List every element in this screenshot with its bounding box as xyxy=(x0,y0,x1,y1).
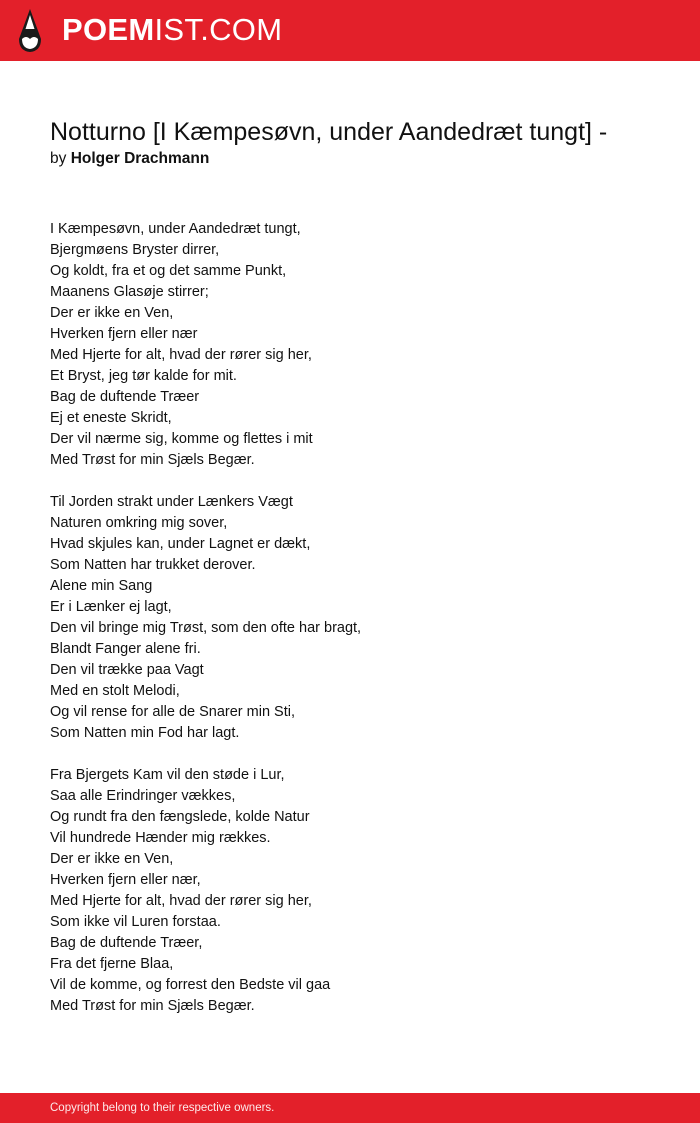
copyright-text: Copyright belong to their respective owners. xyxy=(50,1102,275,1114)
poem-line: Et Bryst, jeg tør kalde for mit. xyxy=(50,368,237,384)
poem-line: Som Natten har trukket derover. xyxy=(50,557,256,573)
poem-line: Med Trøst for min Sjæls Begær. xyxy=(50,998,255,1014)
poem-line: Og vil rense for alle de Snarer min Sti, xyxy=(50,704,295,720)
poem-line: Der er ikke en Ven, xyxy=(50,305,174,321)
poem-line: Med Trøst for min Sjæls Begær. xyxy=(50,452,255,468)
poem-line: Hverken fjern eller nær, xyxy=(50,872,201,888)
stanza xyxy=(50,492,650,744)
poem-line: Med en stolt Melodi, xyxy=(50,683,180,699)
poem-line: Ej et eneste Skridt, xyxy=(50,410,172,426)
pencil-tip-icon[interactable] xyxy=(17,9,43,53)
poem-line: Bag de duftende Træer, xyxy=(50,935,203,951)
poem-line: Og koldt, fra et og det samme Punkt, xyxy=(50,263,287,279)
poem-line: Den vil trække paa Vagt xyxy=(50,662,204,678)
poem-line: Der vil nærme sig, komme og flettes i mit xyxy=(50,431,313,447)
poem-line: Naturen omkring mig sover, xyxy=(50,515,228,531)
brand-light: IST.COM xyxy=(154,12,283,47)
stanza xyxy=(50,765,650,1017)
poem-line: Bjergmøens Bryster dirrer, xyxy=(50,242,220,258)
poem-line: Bag de duftende Træer xyxy=(50,389,200,405)
site-footer xyxy=(0,1093,700,1123)
poem-line: Der er ikke en Ven, xyxy=(50,851,174,867)
poem-line: Hverken fjern eller nær xyxy=(50,326,198,342)
by-prefix: by xyxy=(50,150,67,167)
brand-bold: POEM xyxy=(62,12,155,47)
poem-line: Fra Bjergets Kam vil den støde i Lur, xyxy=(50,767,285,783)
poem-line: I Kæmpesøvn, under Aandedræt tungt, xyxy=(50,221,301,237)
poem-line: Med Hjerte for alt, hvad der rører sig her, xyxy=(50,893,312,909)
poem-line: Alene min Sang xyxy=(50,578,153,594)
poem-line: Vil hundrede Hænder mig rækkes. xyxy=(50,830,271,846)
stanza xyxy=(50,219,650,471)
site-logo-text[interactable] xyxy=(62,12,282,48)
poem-line: Med Hjerte for alt, hvad der rører sig her, xyxy=(50,347,312,363)
poem-line: Er i Lænker ej lagt, xyxy=(50,599,172,615)
poem-line: Maanens Glasøje stirrer; xyxy=(50,284,209,300)
poem-line: Fra det fjerne Blaa, xyxy=(50,956,174,972)
poem-line: Saa alle Erindringer vækkes, xyxy=(50,788,236,804)
author-name[interactable]: Holger Drachmann xyxy=(70,150,210,167)
poem-line: Og rundt fra den fængslede, kolde Natur xyxy=(50,809,310,825)
poem-line: Blandt Fanger alene fri. xyxy=(50,641,201,657)
poem-body xyxy=(50,219,650,1038)
poem-line: Til Jorden strakt under Lænkers Vægt xyxy=(50,494,293,510)
poem-line: Som ikke vil Luren forstaa. xyxy=(50,914,221,930)
poem-line: Hvad skjules kan, under Lagnet er dækt, xyxy=(50,536,311,552)
poem-line: Den vil bringe mig Trøst, som den ofte har bragt, xyxy=(50,620,362,636)
byline xyxy=(50,149,209,169)
site-header xyxy=(0,0,700,61)
poem-title: Notturno [I Kæmpesøvn, under Aandedræt tungt] - xyxy=(50,118,608,146)
poem-line: Vil de komme, og forrest den Bedste vil gaa xyxy=(50,977,331,993)
poem-line: Som Natten min Fod har lagt. xyxy=(50,725,240,741)
